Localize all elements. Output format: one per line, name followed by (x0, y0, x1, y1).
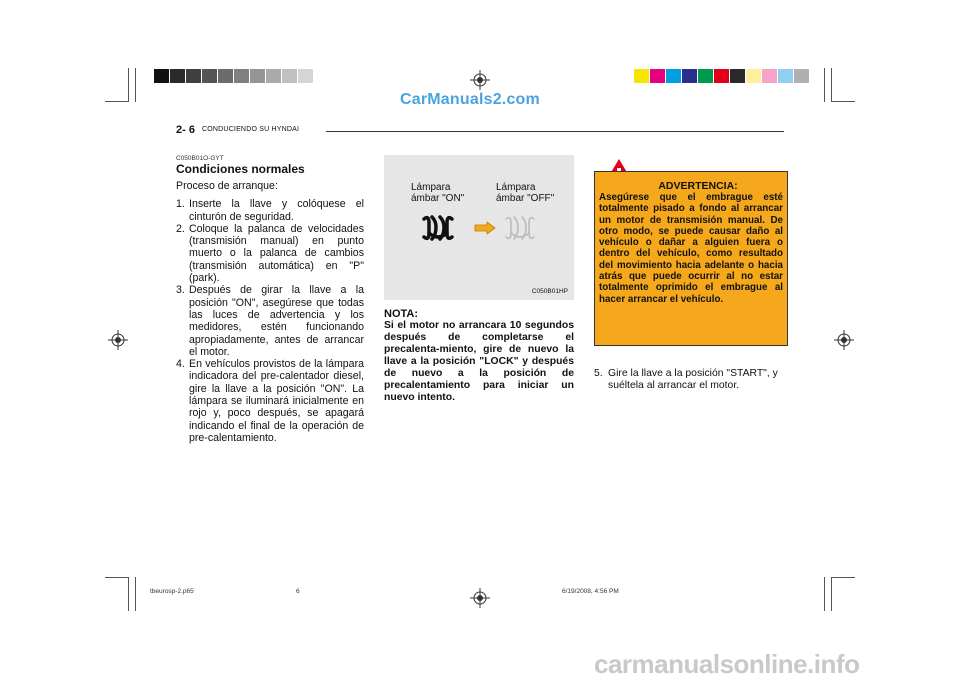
crop-mark (824, 577, 825, 611)
color-swatch (218, 69, 233, 83)
body-text (176, 180, 364, 444)
color-swatch (730, 69, 745, 83)
list-item-text: Después de girar la llave a la posición "ON", asegúrese que todas las luces de advertencia y los medidores, estén funcionando apropiadamente, antes de arrancar el motor. (189, 284, 364, 358)
color-swatch (234, 69, 249, 83)
note-title: NOTA: (384, 308, 419, 320)
figure-code: C050B01HP (531, 288, 568, 295)
registration-mark-icon (470, 70, 490, 90)
watermark-top[interactable]: CarManuals2.com (400, 91, 540, 108)
label-line: ámbar "ON" (411, 193, 465, 204)
registration-mark-icon (834, 330, 854, 350)
warning-box (594, 171, 788, 346)
indicator-figure (384, 155, 574, 300)
crop-mark (824, 68, 825, 102)
color-swatch (778, 69, 793, 83)
crop-mark (135, 577, 136, 611)
list-item-number: 1. (176, 198, 185, 211)
crop-mark (831, 68, 832, 102)
intro-text: Proceso de arranque: (176, 180, 278, 192)
color-swatch (682, 69, 697, 83)
watermark-bottom[interactable]: carmanualsonline.info (594, 649, 860, 679)
warning-text: Asegúrese que el embrague esté totalmente pisado a fondo al arrancar un motor de transmisión manual. De otro modo, se puede causar daño al vehículo o dañar a alguien fuera o dentro del vehículo, como resultado del movimiento hacia adelante o hacia atrás que puede ocurrir al no estar totalmente oprimido el embrague al hacer arrancar el vehículo. (599, 192, 783, 305)
section-code: C050B01O-GYT (176, 155, 224, 162)
glow-plug-off-icon (502, 213, 538, 243)
crop-mark (135, 68, 136, 102)
color-swatch (154, 69, 169, 83)
glow-plug-on-icon (420, 213, 456, 243)
list-item-text: En vehículos provistos de la lámpara indicadora del pre-calentador diesel, gire la llave a la posición "ON". La lámpara se iluminará inicialmente en rojo y, poco después, se apagará indicando el final de la operación de pre-calentamiento. (189, 358, 364, 444)
color-swatch (794, 69, 809, 83)
crop-mark (831, 101, 855, 102)
color-swatch (714, 69, 729, 83)
page-number: 2- 6 (176, 124, 195, 136)
footer-page: 6 (296, 588, 300, 595)
color-swatch (666, 69, 681, 83)
color-swatch (634, 69, 649, 83)
crop-mark (128, 68, 129, 102)
color-swatch (298, 69, 313, 83)
note-block (384, 308, 574, 404)
label-line: ámbar "OFF" (496, 193, 555, 204)
list-item-number: 5. (594, 368, 603, 379)
list-item (176, 198, 364, 223)
color-swatch (698, 69, 713, 83)
list-item-text: Gire la llave a la posición "START", y suéltela al arrancar el motor. (608, 368, 778, 391)
footer-date: 6/19/2008, 4:56 PM (562, 588, 619, 595)
color-swatch (650, 69, 665, 83)
crop-mark (105, 577, 129, 578)
list-item-number: 4. (176, 358, 185, 371)
gray-calibration-bar (154, 69, 314, 83)
list-item (176, 223, 364, 284)
registration-mark-icon (108, 330, 128, 350)
list-item-text: Coloque la palanca de velocidades (transmisión manual) en punto muerto o la palanca de cambios (transmisión automática) en "P" (park). (189, 222, 364, 285)
registration-mark-icon (470, 588, 490, 608)
crop-mark (128, 577, 129, 611)
steps-list (176, 198, 364, 444)
color-swatch (266, 69, 281, 83)
list-item-number: 2. (176, 222, 185, 235)
list-item (176, 358, 364, 444)
color-swatch (186, 69, 201, 83)
crop-mark (831, 577, 855, 578)
section-header: CONDUCIENDO SU HYNDAI (202, 126, 300, 133)
color-swatch (746, 69, 761, 83)
crop-mark (831, 577, 832, 611)
label-line: Lámpara (496, 182, 536, 193)
color-swatch (762, 69, 777, 83)
color-calibration-bar (634, 69, 810, 83)
label-off (496, 182, 554, 204)
list-item (176, 284, 364, 358)
list-item-number: 3. (176, 284, 185, 297)
label-line: Lámpara (411, 182, 451, 193)
list-item-text: Inserte la llave y colóquese el cinturón de seguridad. (189, 198, 364, 223)
crop-mark (105, 101, 129, 102)
header-rule (326, 131, 784, 132)
color-swatch (202, 69, 217, 83)
section-title: Condiciones normales (176, 162, 305, 176)
list-item (594, 368, 788, 392)
note-text: Si el motor no arrancara 10 segundos después de completarse el precalenta-miento, gire de nuevo la llave a la posición "LOCK" y después de nuevo a la posición de precalentamiento para iniciar un nuevo intento. (384, 320, 574, 403)
warning-title: ADVERTENCIA: (658, 180, 738, 192)
color-swatch (250, 69, 265, 83)
footer-file: tbeurosp-2.p65 (150, 588, 194, 595)
color-swatch (170, 69, 185, 83)
arrow-right-icon (474, 221, 496, 235)
label-on (411, 182, 464, 204)
color-swatch (282, 69, 297, 83)
